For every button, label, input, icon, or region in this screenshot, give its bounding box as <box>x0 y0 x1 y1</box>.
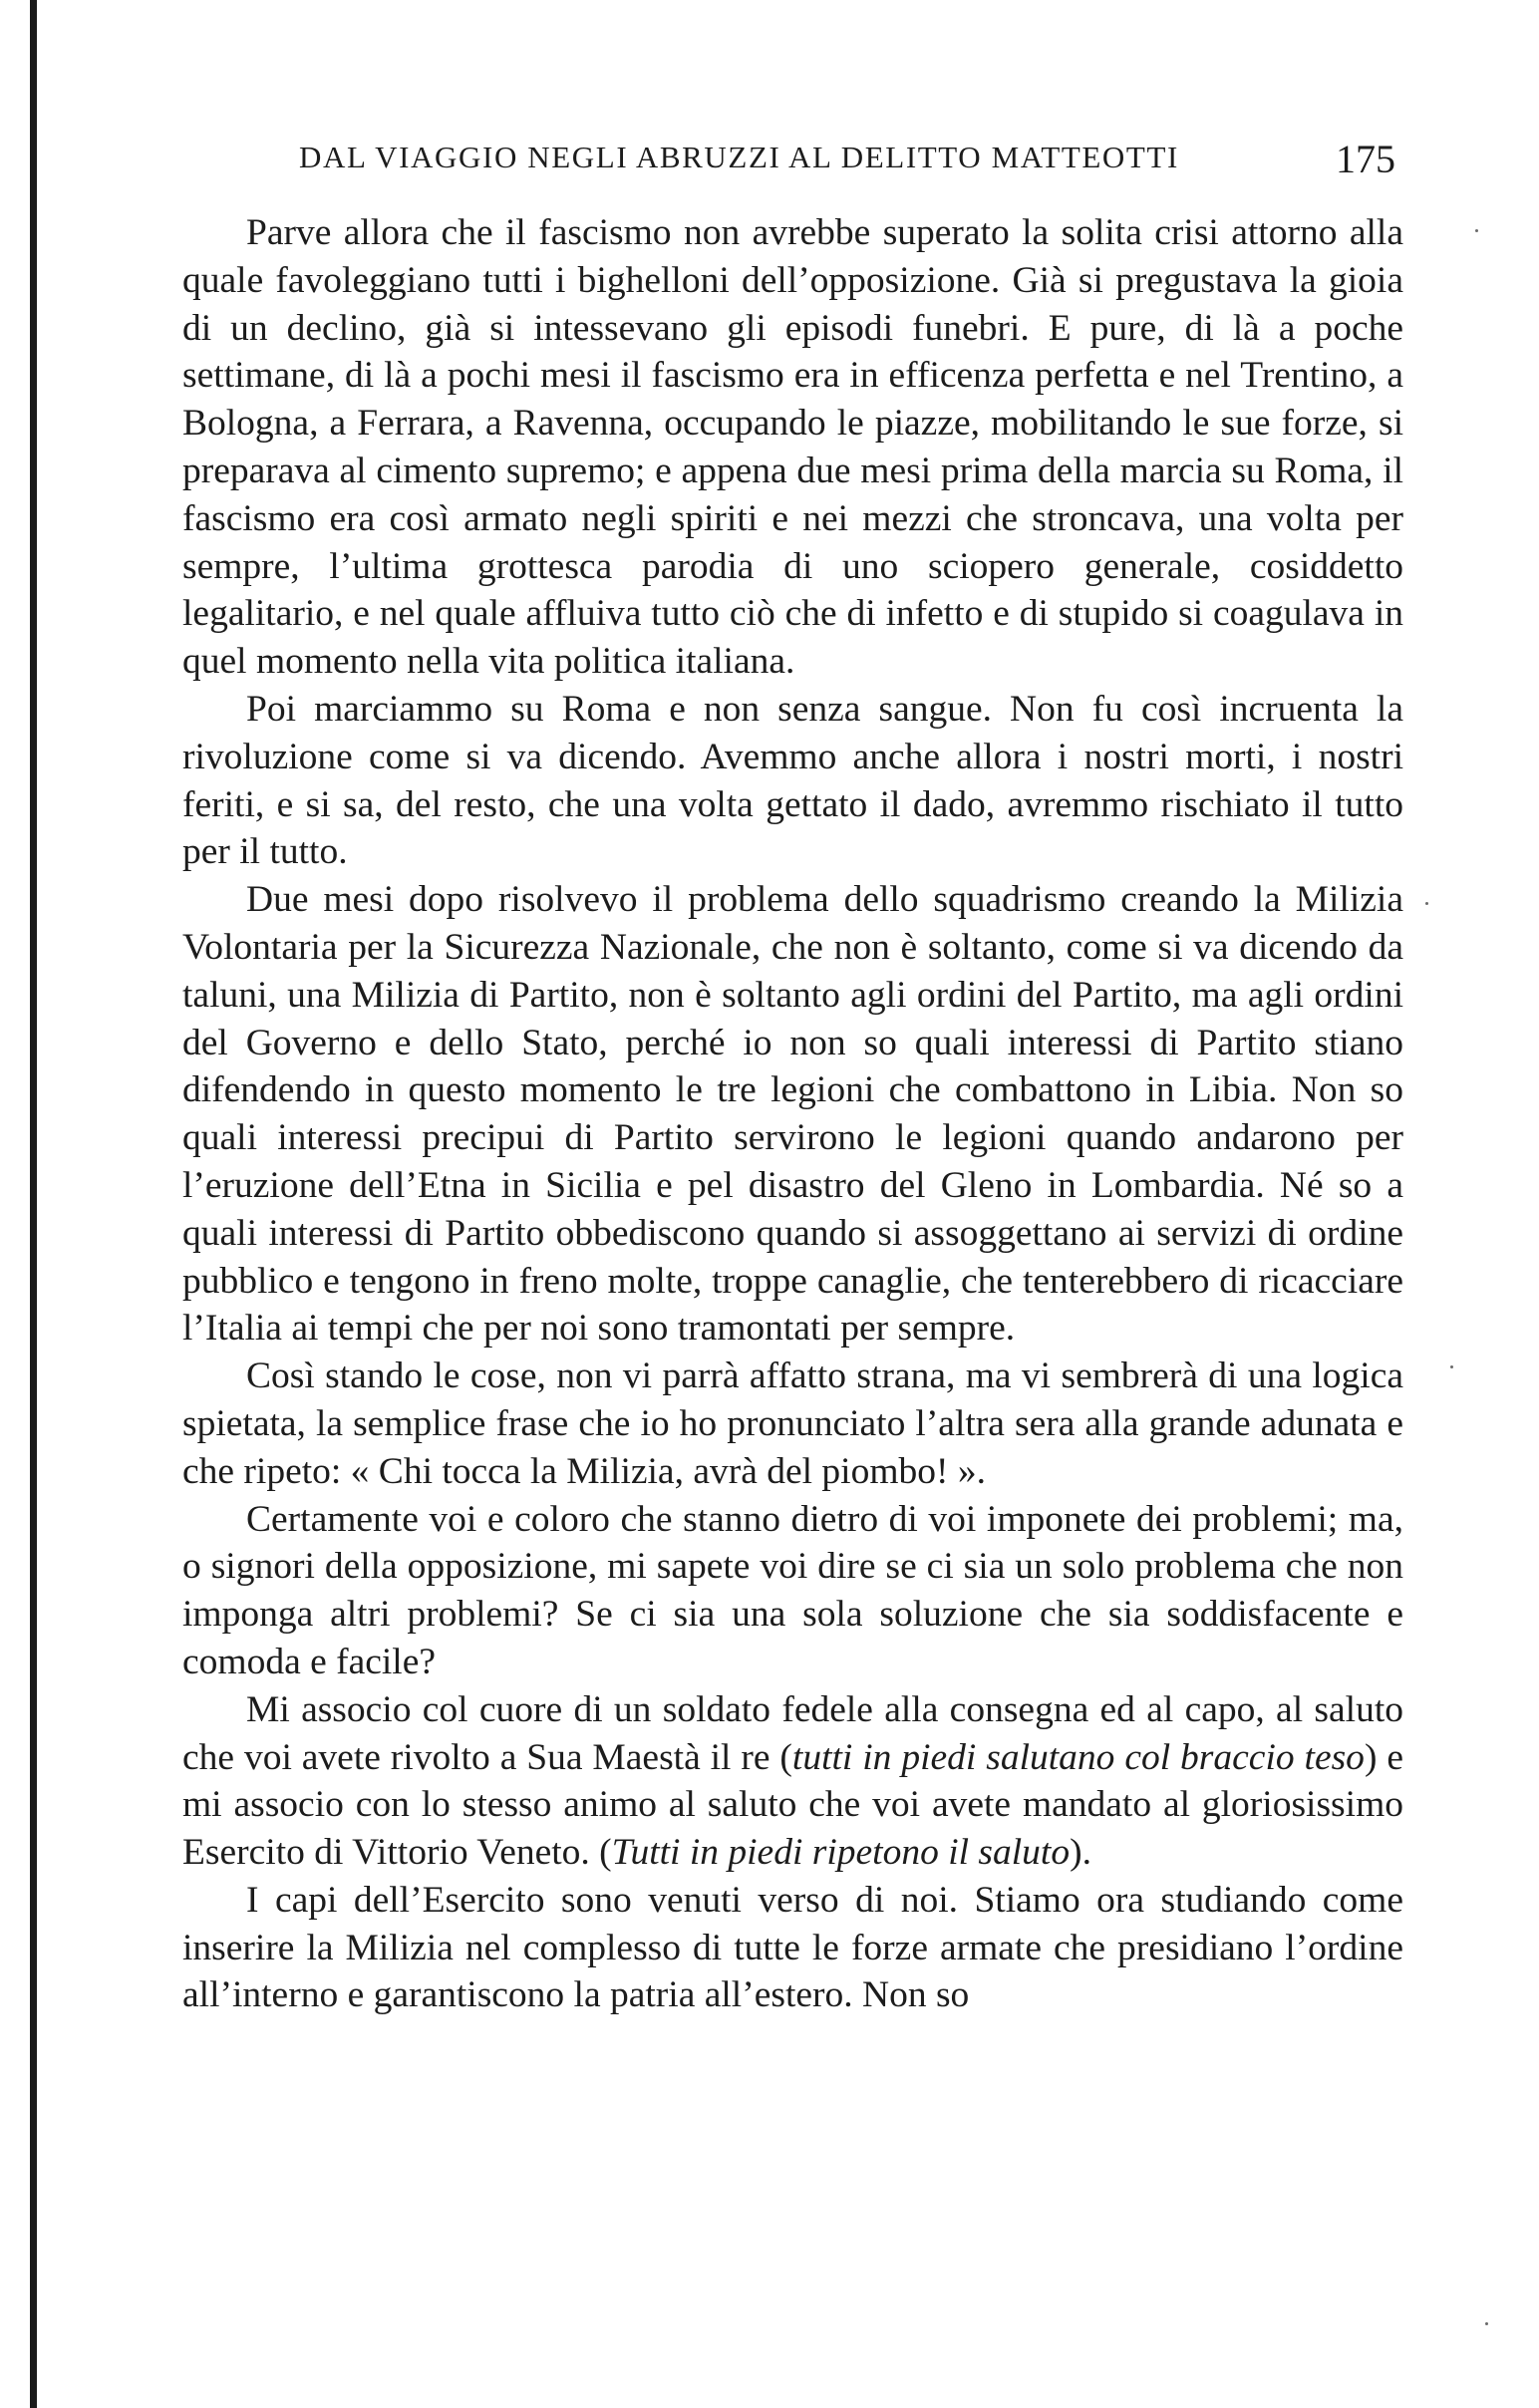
stage-direction: tutti in piedi salutano col braccio teso <box>791 1736 1365 1778</box>
scan-speck <box>1475 229 1478 232</box>
paragraph-text: ). <box>1070 1832 1091 1874</box>
body-text <box>182 209 1403 2019</box>
paragraph-text: Due mesi dopo risolvevo il problema dello squadrismo creando la Milizia Volontaria per la Sicurezza Nazionale, che non è soltanto, come si va dicendo da taluni, una Milizia di Partito, non è soltanto agli ordini del Partito, ma agli ordini del Governo e dello Stato, perché io non so quali interessi di Partito stiano difendendo in questo momento le tre legioni che combattono in Libia. Non so quali interessi precipui di Partito servirono le legioni quando andarono per l’eruzione dell’Etna in Sicilia e pel disastro del Gleno in Lombardia. Né so a quali interessi di Partito obbediscono quando si assoggettano ai servizi di ordine pubblico e tengono in freno molte, troppe canaglie, che tenterebbero di ricacciare l’Italia ai tempi che per noi sono tramontati per sempre. <box>182 879 1403 1350</box>
paragraph-4 <box>182 1353 1403 1495</box>
paragraph-2 <box>182 686 1403 876</box>
running-title: DAL VIAGGIO NEGLI ABRUZZI AL DELITTO MATTEOTTI <box>299 140 1179 174</box>
paragraph-text: I capi dell’Esercito sono venuti verso di noi. Stiamo ora studiando come inserire la Milizia nel complesso di tutte le forze armate che presidiano l’ordine all’interno e garantiscono la patria all’estero. Non so <box>182 1879 1403 2016</box>
scan-speck <box>1485 2322 1488 2325</box>
paragraph-text: Certamente voi e coloro che stanno dietro di voi imponete dei problemi; ma, o signori della opposizione, mi sapete voi dire se ci sia un solo problema che non imponga altri problemi? Se ci sia una sola soluzione che sia soddisfacente e comoda e facile? <box>182 1498 1403 1682</box>
paragraph-7 <box>182 1877 1403 2019</box>
scan-speck <box>1450 1365 1453 1368</box>
scan-speck <box>1425 902 1428 905</box>
paragraph-6 <box>182 1686 1403 1877</box>
paragraph-5 <box>182 1496 1403 1686</box>
page-number: 175 <box>1336 137 1395 181</box>
running-head <box>299 137 1395 199</box>
stage-direction: Tutti in piedi ripetono il saluto <box>611 1832 1071 1874</box>
paragraph-text: Poi marciammo su Roma e non senza sangue. Non fu così incruenta la rivoluzione come si va dicendo. Avemmo anche allora i nostri morti, i nostri feriti, e si sa, del resto, che una volta gettato il dado, avremmo rischiato il tutto per il tutto. <box>182 688 1403 873</box>
paragraph-text: ) e mi associo con lo stesso animo al saluto che voi avete mandato al gloriosissimo Esercito di Vittorio Veneto. ( <box>182 1736 1403 1874</box>
paragraph-text: Così stando le cose, non vi parrà affatto strana, ma vi sembrerà di una logica spietata, la semplice frase che io ho pronunciato l’altra sera alla grande adunata e che ripeto: « Chi tocca la Milizia, avrà del piombo! ». <box>182 1355 1403 1492</box>
paragraph-text: Mi associo col cuore di un soldato fedele alla consegna ed al capo, al saluto che voi avete rivolto a Sua Maestà il re ( <box>182 1688 1403 1778</box>
paragraph-3 <box>182 876 1403 1353</box>
binding-edge <box>30 0 37 2408</box>
paragraph-text: Parve allora che il fascismo non avrebbe superato la solita crisi attorno alla quale favoleggiano tutti i bighelloni dell’opposizione. Già si pregustava la gioia di un declino, già si intessevano gli episodi funebri. E pure, di là a poche settimane, di là a pochi mesi il fascismo era in efficenza perfetta e nel Trentino, a Bologna, a Ferrara, a Ravenna, occupando le piazze, mobilitando le sue forze, si preparava al cimento supremo; e appena due mesi prima della marcia su Roma, il fascismo era così armato negli spiriti e nei mezzi che stroncava, una volta per sempre, l’ultima grottesca parodia di uno sciopero generale, cosiddetto legalitario, e nel quale affluiva tutto ciò che di infetto e di stupido si coagulava in quel momento nella vita politica italiana. <box>182 212 1403 683</box>
paragraph-1 <box>182 209 1403 686</box>
